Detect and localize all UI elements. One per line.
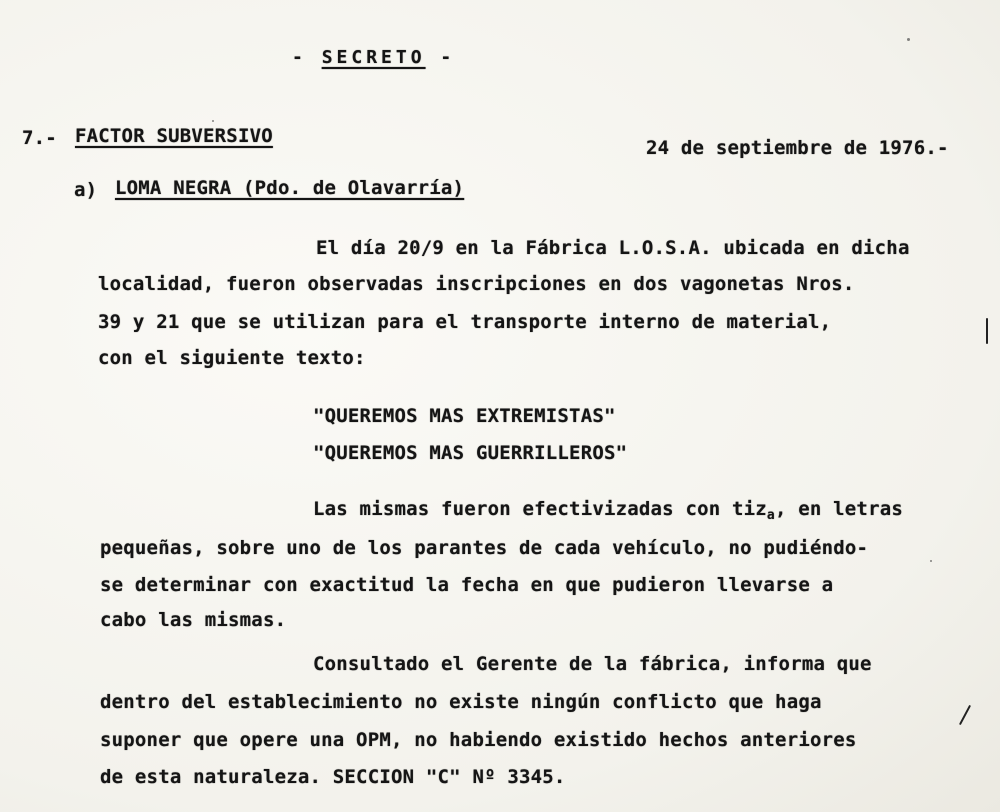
section-title: FACTOR SUBVERSIVO [75, 125, 273, 147]
item-letter: a) [74, 179, 98, 201]
item-title: LOMA NEGRA (Pdo. de Olavarría) [115, 177, 465, 199]
document-date: 24 de septiembre de 1976.- [646, 137, 949, 159]
paragraph-2-line-3: se determinar con exactitud la fecha en que pudieron llevarse a [100, 574, 834, 596]
paragraph-2-line-4: cabo las mismas. [100, 609, 287, 631]
paragraph-1-line-1: El día 20/9 en la Fábrica L.O.S.A. ubicada en dicha [316, 237, 910, 259]
quote-line-2: "QUEREMOS MAS GUERRILLEROS" [313, 442, 628, 464]
classification-heading: - SECRETO - [292, 47, 456, 68]
paragraph-1-line-3: 39 y 21 que se utilizan para el transporte interno de material, [98, 311, 832, 333]
scan-speck [907, 38, 910, 41]
margin-edge-mark [986, 318, 988, 344]
paragraph-2-line-1 [313, 497, 903, 528]
scan-speck [212, 120, 214, 122]
paragraph-2-line-1-text: Las mismas fueron efectivizadas con tiz [313, 498, 767, 520]
section-number: 7.- [22, 127, 57, 149]
paragraph-3-line-1: Consultado el Gerente de la fábrica, informa que [313, 653, 872, 675]
paragraph-3-line-2: dentro del establecimiento no existe ningún conflicto que haga [100, 691, 822, 713]
paragraph-2-subscript: a [766, 508, 775, 523]
paragraph-1-line-2: localidad, fueron observadas inscripciones en dos vagonetas Nros. [98, 273, 855, 295]
scan-speck [930, 560, 932, 562]
margin-slash-mark [959, 705, 971, 725]
paragraph-1-line-4: con el siguiente texto: [98, 347, 366, 369]
paragraph-3-line-4: de esta naturaleza. SECCION "C" Nº 3345. [100, 766, 566, 788]
paragraph-2-line-1-end: , en letras [774, 498, 903, 520]
classification-label: SECRETO [321, 47, 426, 68]
quote-line-1: "QUEREMOS MAS EXTREMISTAS" [313, 405, 616, 427]
paragraph-3-line-3: suponer que opere una OPM, no habiendo existido hechos anteriores [100, 729, 857, 751]
paragraph-2-line-2: pequeñas, sobre uno de los parantes de cada vehículo, no pudiéndo- [100, 537, 869, 559]
